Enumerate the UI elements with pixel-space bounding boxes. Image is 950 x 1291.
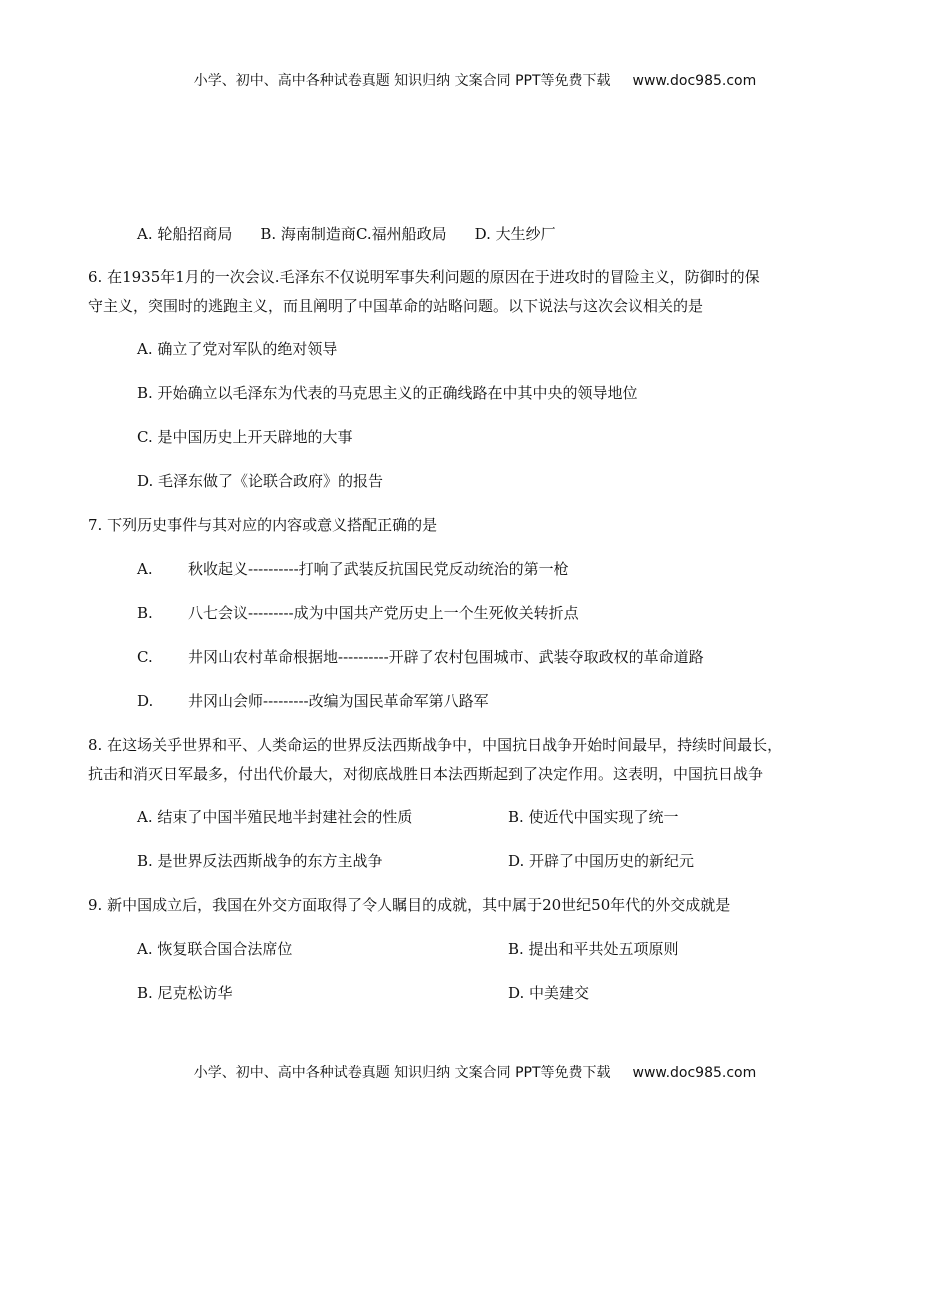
q6-stem-line2: 守主义，突围时的逃跑主义，而且阐明了中国革命的站略问题。以下说法与这次会议相关的是 — [88, 297, 704, 315]
q9-option-b: B. 提出和平共处五项原则 — [508, 940, 679, 958]
q5-option-b: B. 海南制造商 — [260, 225, 356, 243]
q8-option-b: B. 使近代中国实现了统一 — [508, 808, 679, 826]
q6-stem-line1: 6. 在1935年1月的一次会议.毛泽东不仅说明军事失利问题的原因在于进攻时的冒险主义，防御时的保 — [88, 268, 760, 286]
q7-option-c-letter: C. — [137, 648, 153, 666]
q7-option-a-text: 秋收起义----------打响了武装反抗国民党反动统治的第一枪 — [188, 560, 569, 578]
page-header — [0, 70, 950, 90]
q8-option-a: A. 结束了中国半殖民地半封建社会的性质 — [137, 808, 413, 826]
q6-option-a: A. 确立了党对军队的绝对领导 — [137, 340, 338, 358]
q8-option-d: D. 开辟了中国历史的新纪元 — [508, 852, 695, 870]
q7-option-a — [137, 559, 569, 579]
q7-option-c — [137, 647, 704, 667]
q8-stem-line1: 8. 在这场关乎世界和平、人类命运的世界反法西斯战争中，中国抗日战争开始时间最早，持续时间最长， — [88, 736, 783, 754]
header-url[interactable]: www.doc985.com — [632, 73, 757, 89]
q6-option-d: D. 毛泽东做了《论联合政府》的报告 — [137, 472, 384, 490]
q8-stem-line2: 抗击和消灭日军最多，付出代价最大，对彻底战胜日本法西斯起到了决定作用。这表明，中国抗日战争 — [88, 765, 764, 783]
q7-option-d — [137, 691, 489, 711]
q8-option-c: B. 是世界反法西斯战争的东方主战争 — [137, 852, 383, 870]
q7-option-b-letter: B. — [137, 604, 153, 622]
q7-option-a-letter: A. — [137, 560, 153, 578]
q6-option-c: C. 是中国历史上开天辟地的大事 — [137, 428, 353, 446]
header-text: 小学、初中、高中各种试卷真题 知识归纳 文案合同 PPT等免费下载 — [193, 73, 611, 89]
q7-option-d-text: 井冈山会师---------改编为国民革命军第八路军 — [188, 692, 489, 710]
q9-option-d: D. 中美建交 — [508, 984, 590, 1002]
q7-option-d-letter: D. — [137, 692, 154, 710]
q5-options-row — [137, 224, 556, 244]
q9-option-c: B. 尼克松访华 — [137, 984, 233, 1002]
q9-stem: 9. 新中国成立后，我国在外交方面取得了令人瞩目的成就，其中属于20世纪50年代的外交成就是 — [88, 896, 731, 914]
q7-option-b-text: 八七会议---------成为中国共产党历史上一个生死攸关转折点 — [188, 604, 579, 622]
q5-option-c: C.福州船政局 — [355, 225, 447, 243]
q5-option-a: A. 轮船招商局 — [137, 225, 233, 243]
q7-option-b — [137, 603, 579, 623]
q7-option-c-text: 井冈山农村革命根据地----------开辟了农村包围城市、武装夺取政权的革命道路 — [188, 648, 704, 666]
page-footer — [0, 1062, 950, 1082]
footer-url[interactable]: www.doc985.com — [632, 1065, 757, 1081]
footer-text: 小学、初中、高中各种试卷真题 知识归纳 文案合同 PPT等免费下载 — [193, 1065, 611, 1081]
q7-stem: 7. 下列历史事件与其对应的内容或意义搭配正确的是 — [88, 516, 438, 534]
q6-option-b: B. 开始确立以毛泽东为代表的马克思主义的正确线路在中其中央的领导地位 — [137, 384, 638, 402]
q5-option-d: D. 大生纱厂 — [474, 225, 556, 243]
q9-option-a: A. 恢复联合国合法席位 — [137, 940, 293, 958]
